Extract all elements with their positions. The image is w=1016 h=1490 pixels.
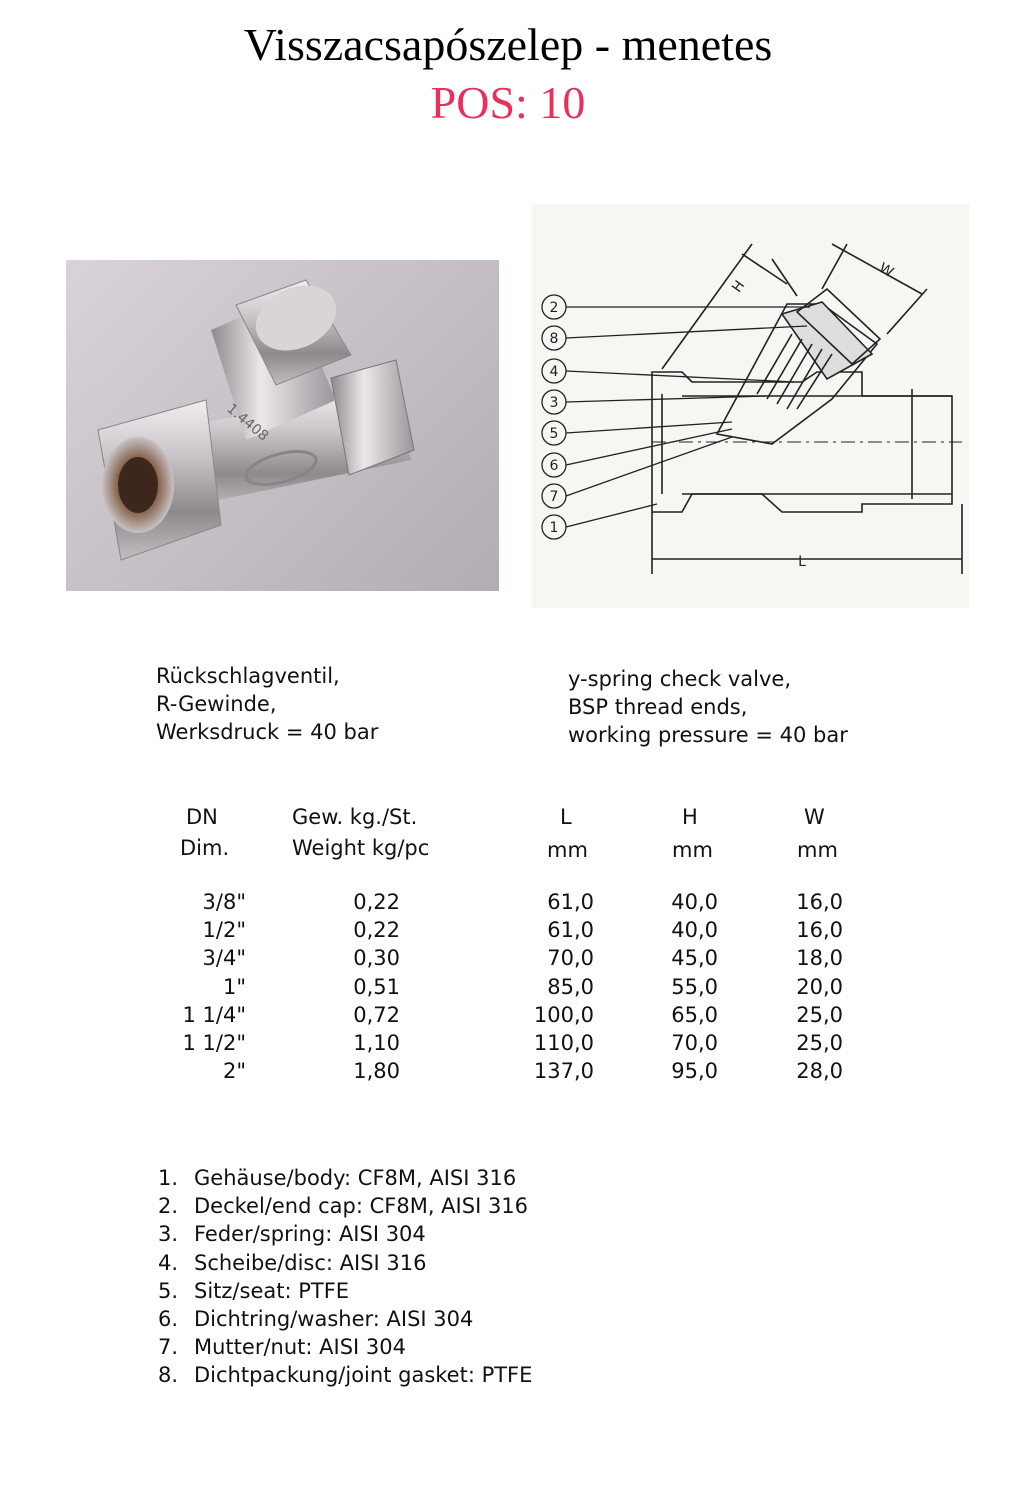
cell-h: 95,0 xyxy=(671,1059,718,1084)
material-item xyxy=(158,1222,426,1246)
material-text: Dichtring/washer: AISI 304 xyxy=(194,1307,474,1331)
cell-weight: 0,72 xyxy=(353,1002,400,1027)
dimension-w-label: W xyxy=(876,260,896,281)
callout-label: 1 xyxy=(549,520,559,536)
material-number: 6. xyxy=(158,1307,179,1331)
callout-label: 5 xyxy=(549,426,559,442)
cell-l: 61,0 xyxy=(547,918,594,943)
cell-dn: 1 1/4" xyxy=(182,1002,246,1027)
material-number: 1. xyxy=(158,1166,179,1190)
material-item xyxy=(158,1279,349,1303)
header-weight-de: Gew. kg./St. xyxy=(292,805,418,829)
cell-l: 110,0 xyxy=(533,1031,594,1055)
cell-l: 70,0 xyxy=(547,946,594,971)
callout-label: 7 xyxy=(549,489,559,505)
position-label: POS: 10 xyxy=(430,77,586,128)
material-item xyxy=(158,1307,473,1331)
page-title: Visszacsapószelep - menetes xyxy=(243,19,773,70)
dimension-h-label: H xyxy=(729,277,749,296)
material-number: 7. xyxy=(158,1335,179,1360)
dimension-l-label: L xyxy=(798,554,806,570)
material-item xyxy=(158,1363,532,1387)
material-text: Feder/spring: AISI 304 xyxy=(194,1222,426,1247)
cell-w: 28,0 xyxy=(796,1059,843,1084)
product-photo xyxy=(66,260,499,591)
cell-l: 85,0 xyxy=(547,974,594,999)
cell-h: 70,0 xyxy=(671,1031,718,1055)
header-l-unit: mm xyxy=(547,838,588,862)
material-number: 2. xyxy=(158,1194,179,1219)
cell-dn: 1 1/2" xyxy=(182,1031,246,1055)
german-description-line: Werksdruck = 40 bar xyxy=(156,720,379,744)
cell-l: 137,0 xyxy=(533,1059,594,1084)
technical-drawing xyxy=(532,204,969,608)
material-text: Dichtpackung/joint gasket: PTFE xyxy=(194,1363,533,1388)
cell-w: 16,0 xyxy=(796,918,843,943)
callout-label: 8 xyxy=(549,331,559,347)
callout-label: 6 xyxy=(549,458,559,474)
header-w-unit: mm xyxy=(797,838,838,862)
material-text: Scheibe/disc: AISI 316 xyxy=(194,1250,427,1275)
cell-h: 65,0 xyxy=(671,1002,718,1027)
cell-dn: 2" xyxy=(222,1059,246,1084)
cell-weight: 0,22 xyxy=(353,890,400,914)
material-item xyxy=(158,1194,528,1218)
header-weight-en: Weight kg/pc xyxy=(292,836,430,860)
material-number: 3. xyxy=(158,1222,179,1247)
header-h: H xyxy=(682,805,698,829)
cell-w: 16,0 xyxy=(796,890,843,914)
cell-l: 100,0 xyxy=(533,1002,594,1027)
material-item xyxy=(158,1251,427,1275)
cell-dn: 3/8" xyxy=(202,890,246,914)
cell-weight: 0,51 xyxy=(353,974,400,999)
callout-label: 4 xyxy=(549,364,559,380)
cell-weight: 1,10 xyxy=(353,1031,400,1055)
material-text: Sitz/seat: PTFE xyxy=(194,1278,350,1303)
cell-l: 61,0 xyxy=(547,890,594,914)
cell-weight: 1,80 xyxy=(353,1059,400,1084)
cell-h: 55,0 xyxy=(671,974,718,999)
english-description-line: working pressure = 40 bar xyxy=(568,723,848,747)
english-description-line: BSP thread ends, xyxy=(568,695,748,719)
material-item xyxy=(158,1166,516,1190)
english-description-line: y-spring check valve, xyxy=(568,667,792,691)
callout-label: 2 xyxy=(549,300,559,316)
cell-h: 45,0 xyxy=(671,946,718,971)
cell-dn: 1" xyxy=(222,974,246,999)
header-dim: Dim. xyxy=(180,836,230,860)
cell-dn: 3/4" xyxy=(202,946,246,971)
material-text: Gehäuse/body: CF8M, AISI 316 xyxy=(194,1166,517,1190)
material-item xyxy=(158,1335,406,1359)
material-text: Mutter/nut: AISI 304 xyxy=(194,1335,406,1360)
material-number: 4. xyxy=(158,1250,179,1275)
header-w: W xyxy=(804,805,825,829)
cell-h: 40,0 xyxy=(671,918,718,943)
header-h-unit: mm xyxy=(672,838,713,862)
cell-dn: 1/2" xyxy=(202,918,246,943)
cell-w: 25,0 xyxy=(796,1031,843,1055)
header-dn: DN xyxy=(186,805,218,829)
cell-w: 25,0 xyxy=(796,1002,843,1027)
cell-w: 20,0 xyxy=(796,974,843,999)
cell-weight: 0,22 xyxy=(353,918,400,943)
material-number: 5. xyxy=(158,1278,179,1303)
cell-w: 18,0 xyxy=(796,946,843,971)
header-l: L xyxy=(560,805,572,829)
material-text: Deckel/end cap: CF8M, AISI 316 xyxy=(194,1194,529,1219)
german-description-line: Rückschlagventil, xyxy=(156,664,340,688)
cell-h: 40,0 xyxy=(671,890,718,914)
material-number: 8. xyxy=(158,1363,179,1388)
german-description-line: R-Gewinde, xyxy=(156,692,277,716)
photo-stamp: 1.4408 xyxy=(223,400,272,445)
cell-weight: 0,30 xyxy=(353,946,400,971)
callout-label: 3 xyxy=(549,395,559,411)
